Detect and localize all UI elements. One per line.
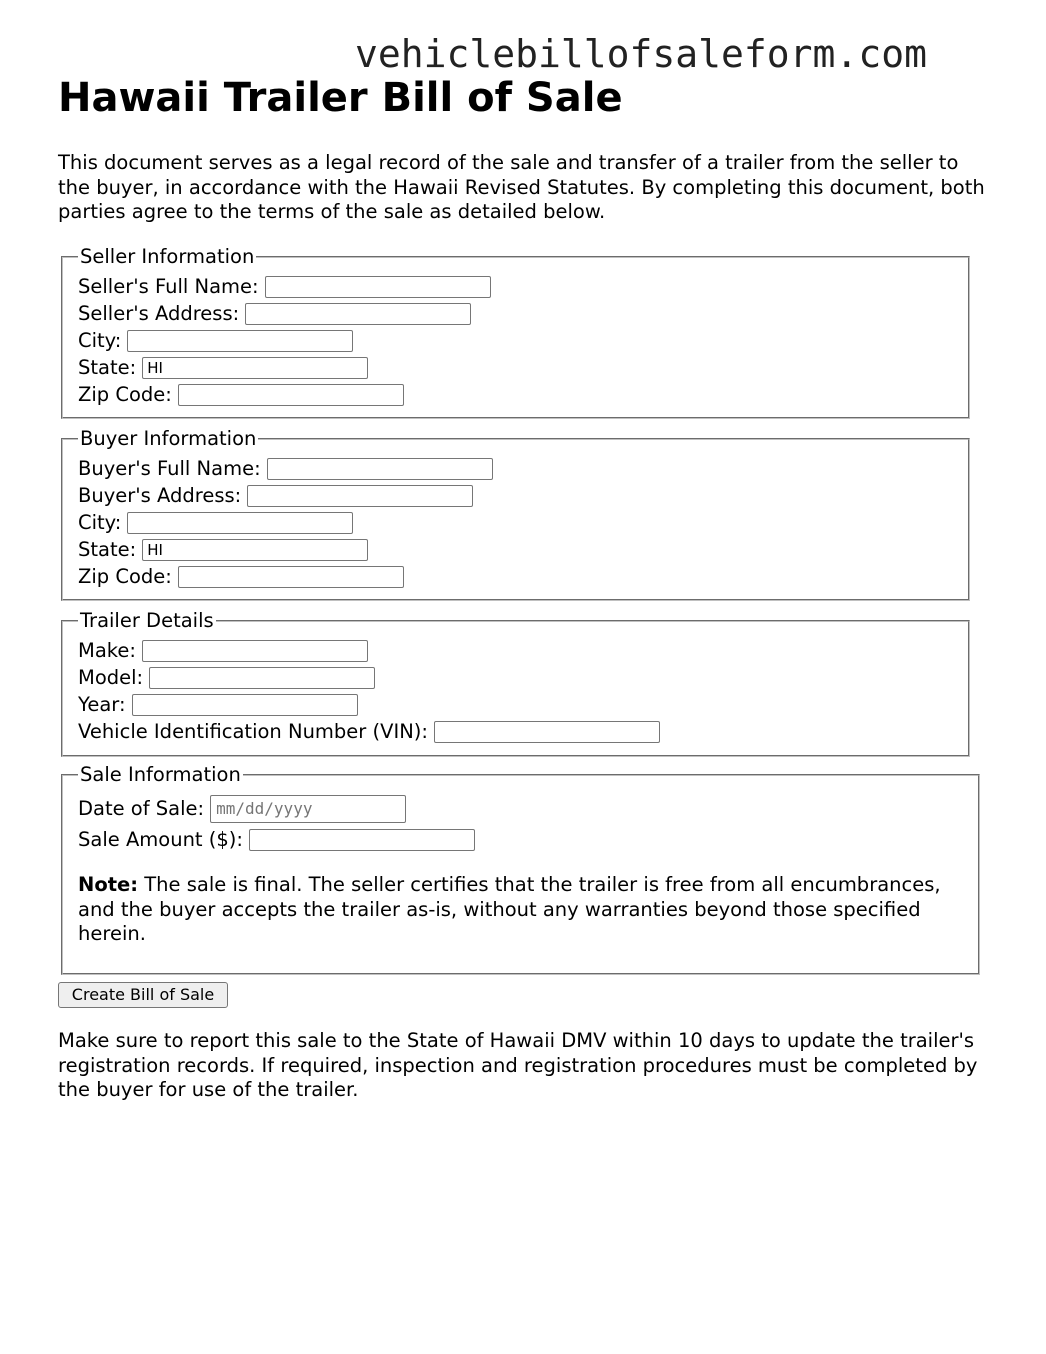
trailer-vin-row xyxy=(78,718,968,745)
trailer-vin-input[interactable] xyxy=(434,721,660,743)
sale-amount-label: Sale Amount ($): xyxy=(78,828,243,851)
trailer-make-input[interactable] xyxy=(142,640,368,662)
buyer-information-legend: Buyer Information xyxy=(80,427,257,450)
buyer-state-row xyxy=(78,536,968,563)
trailer-year-input[interactable] xyxy=(132,694,358,716)
seller-address-row xyxy=(78,300,968,327)
seller-state-input[interactable] xyxy=(142,357,368,379)
create-bill-of-sale-button[interactable]: Create Bill of Sale xyxy=(58,982,228,1008)
trailer-make-row xyxy=(78,637,968,664)
buyer-zip-label: Zip Code: xyxy=(78,565,172,588)
seller-full-name-input[interactable] xyxy=(265,276,491,298)
page-title: Hawaii Trailer Bill of Sale xyxy=(58,75,623,121)
intro-paragraph: This document serves as a legal record of the sale and transfer of a trailer from the seller to the buyer, in accordance with the Hawaii Revised Statutes. By completing this document, both parties agree to the terms of the sale as detailed below. xyxy=(58,151,985,223)
trailer-model-label: Model: xyxy=(78,666,144,689)
trailer-details-legend: Trailer Details xyxy=(80,609,214,632)
trailer-model-input[interactable] xyxy=(149,667,375,689)
seller-information-legend: Seller Information xyxy=(80,245,255,268)
seller-information-section xyxy=(61,245,970,419)
buyer-zip-row xyxy=(78,563,968,590)
sale-date-input[interactable] xyxy=(210,795,406,823)
sale-amount-row xyxy=(78,824,978,855)
trailer-model-row xyxy=(78,664,968,691)
sale-amount-input[interactable] xyxy=(249,829,475,851)
sale-date-row xyxy=(78,793,978,824)
seller-address-input[interactable] xyxy=(245,303,471,325)
buyer-city-label: City: xyxy=(78,511,122,534)
seller-city-row xyxy=(78,327,968,354)
trailer-year-label: Year: xyxy=(78,693,126,716)
buyer-address-label: Buyer's Address: xyxy=(78,484,242,507)
seller-zip-input[interactable] xyxy=(178,384,404,406)
sale-date-label: Date of Sale: xyxy=(78,797,205,820)
buyer-full-name-input[interactable] xyxy=(267,458,493,480)
sale-information-section xyxy=(61,763,980,975)
seller-city-label: City: xyxy=(78,329,122,352)
sale-note-text: The sale is final. The seller certifies that the trailer is free from all encumbrances, and the buyer accepts the trailer as-is, without any warranties beyond those specified herein. xyxy=(78,873,941,945)
seller-state-row xyxy=(78,354,968,381)
seller-address-label: Seller's Address: xyxy=(78,302,240,325)
trailer-details-section xyxy=(61,609,970,757)
sale-note-bold: Note: xyxy=(78,873,139,896)
buyer-address-input[interactable] xyxy=(247,485,473,507)
buyer-full-name-row xyxy=(78,455,968,482)
trailer-make-label: Make: xyxy=(78,639,136,662)
seller-full-name-label: Seller's Full Name: xyxy=(78,275,259,298)
site-watermark: vehiclebillofsaleform.com xyxy=(355,32,927,76)
buyer-city-input[interactable] xyxy=(127,512,353,534)
seller-zip-row xyxy=(78,381,968,408)
buyer-state-label: State: xyxy=(78,538,137,561)
buyer-address-row xyxy=(78,482,968,509)
seller-full-name-row xyxy=(78,273,968,300)
trailer-vin-label: Vehicle Identification Number (VIN): xyxy=(78,720,428,743)
seller-city-input[interactable] xyxy=(127,330,353,352)
buyer-city-row xyxy=(78,509,968,536)
buyer-full-name-label: Buyer's Full Name: xyxy=(78,457,261,480)
seller-state-label: State: xyxy=(78,356,137,379)
buyer-zip-input[interactable] xyxy=(178,566,404,588)
dmv-reminder-paragraph: Make sure to report this sale to the State of Hawaii DMV within 10 days to update the trailer's registration records. If required, inspection and registration procedures must be completed by the buyer for use of the trailer. xyxy=(58,1029,978,1101)
sale-note xyxy=(78,873,968,947)
trailer-year-row xyxy=(78,691,968,718)
buyer-state-input[interactable] xyxy=(142,539,368,561)
sale-information-legend: Sale Information xyxy=(80,763,241,786)
buyer-information-section xyxy=(61,427,970,601)
seller-zip-label: Zip Code: xyxy=(78,383,172,406)
